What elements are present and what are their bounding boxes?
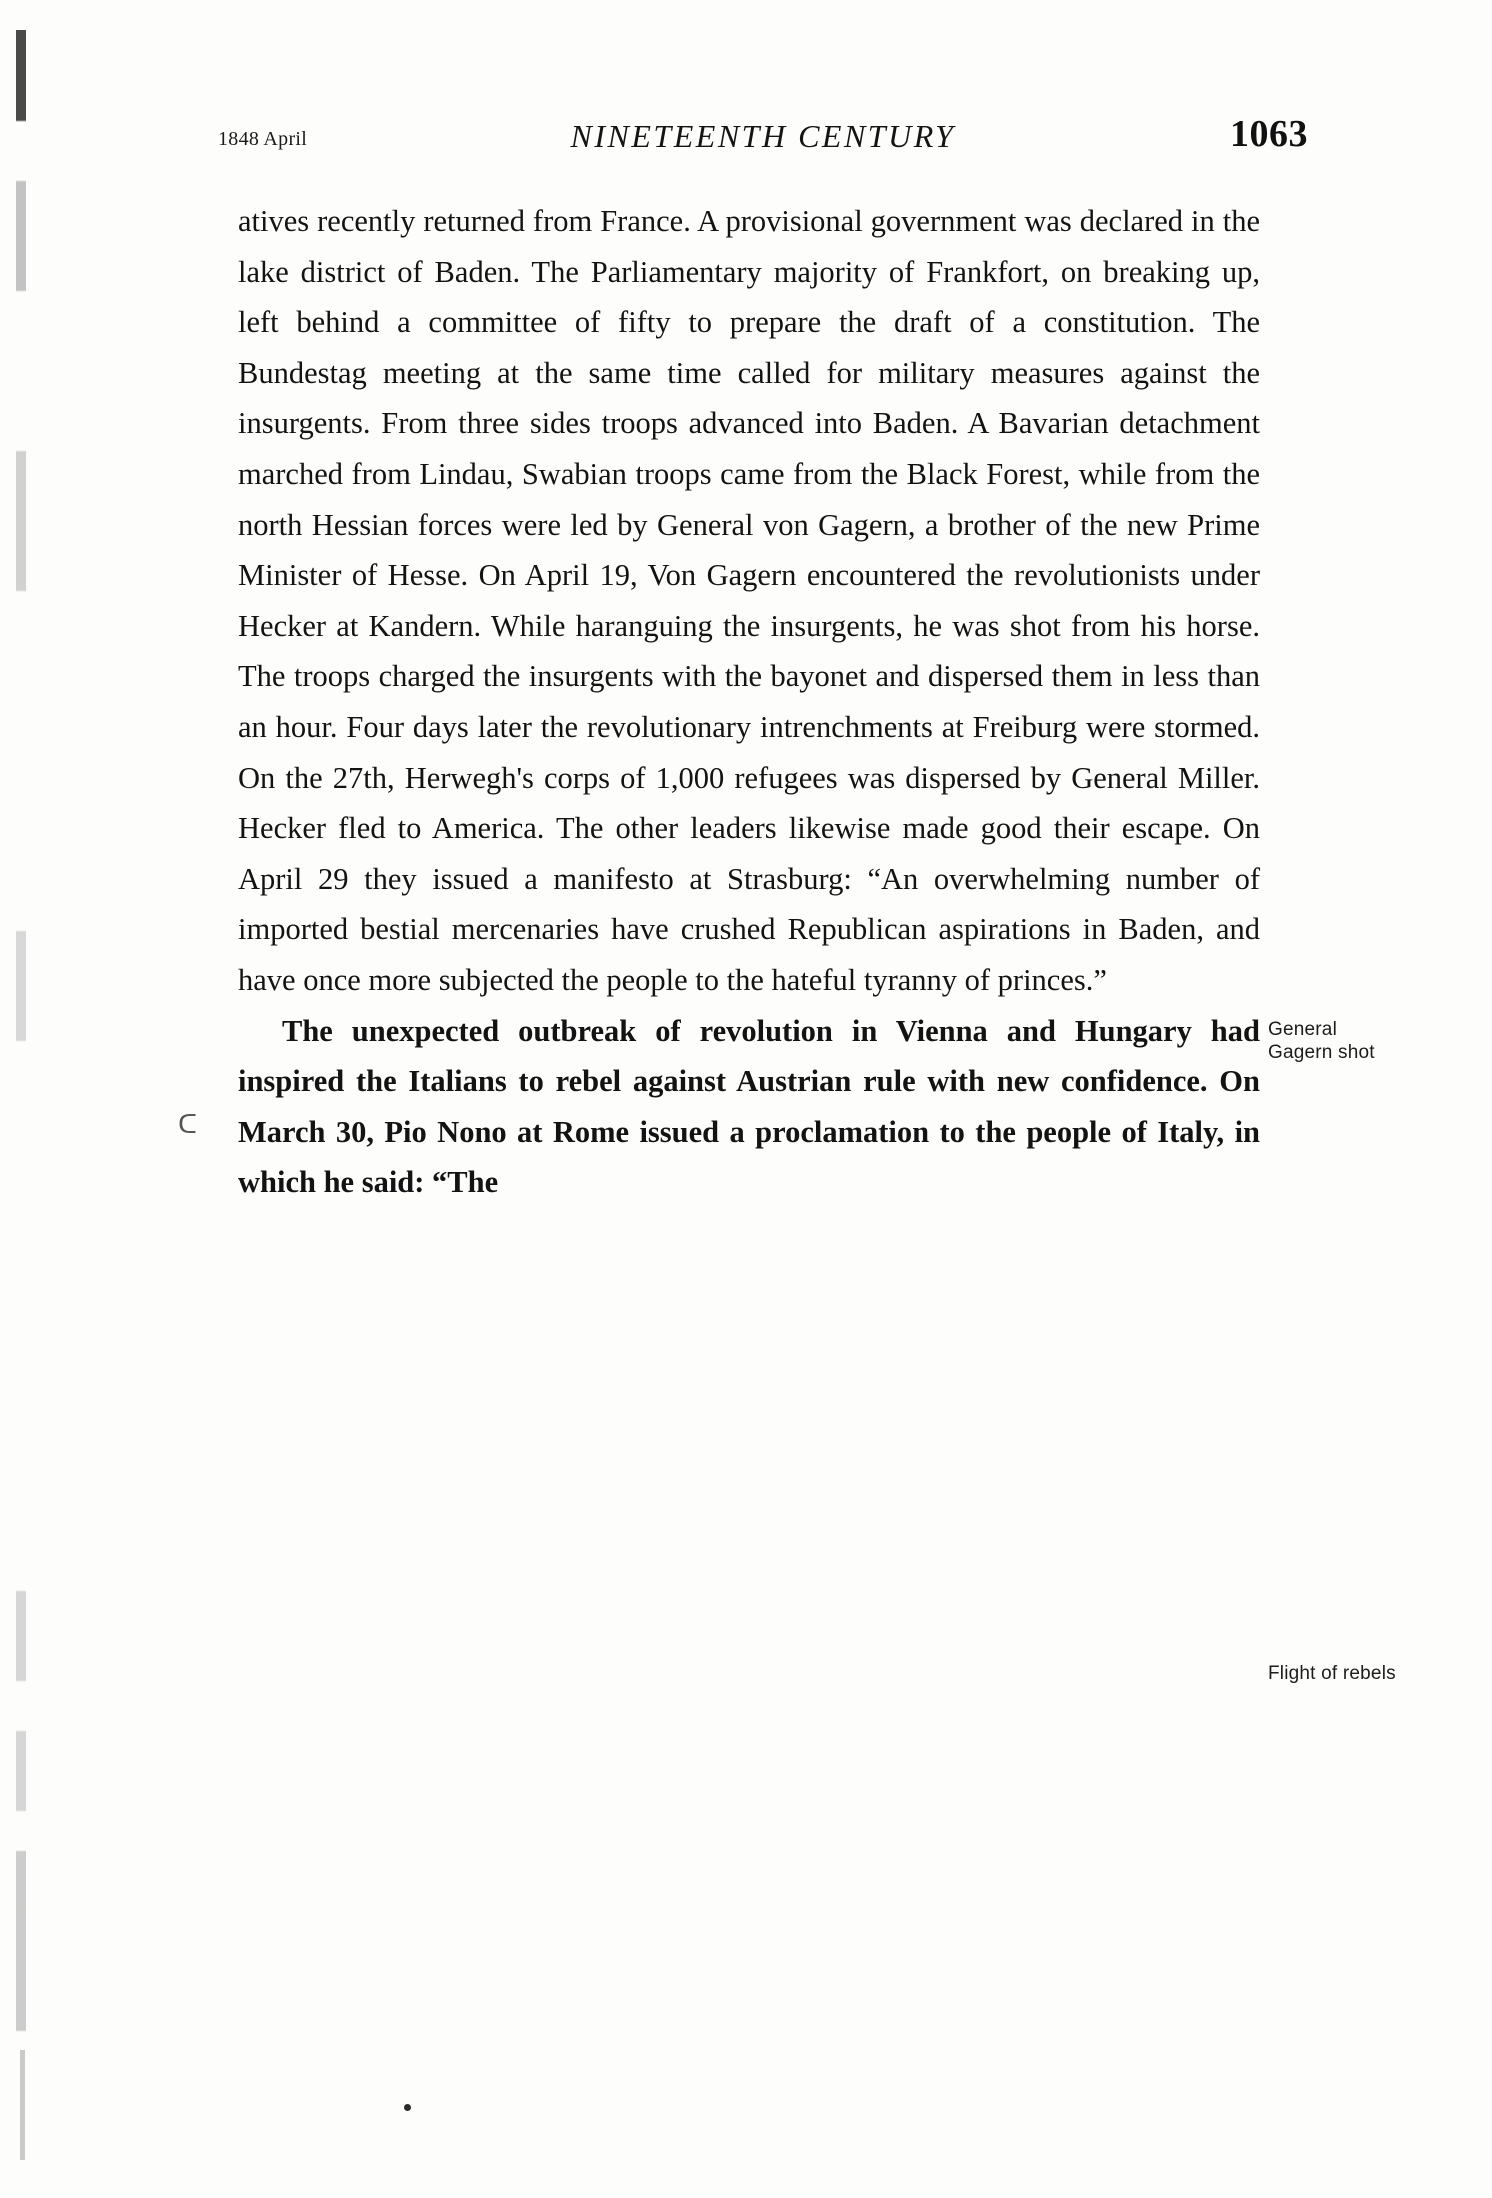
scan-edge-artifact [16, 30, 26, 2170]
folio-date: 1848 April [218, 128, 308, 150]
running-title: NINETEENTH CENTURY [570, 118, 956, 154]
running-head [218, 112, 1308, 162]
body-text [238, 196, 1260, 1208]
margin-note-flight-of-rebels: Flight of rebels [1268, 1663, 1396, 1684]
margin-note-gagern-shot: General Gagern shot [1268, 1019, 1375, 1063]
stray-pencil-mark: ᑕ [178, 1110, 197, 1139]
paragraph-continuation: atives recently returned from France. A provisional government was declared in the lake district of Baden. The Parliamentary majority of Frankfort, on breaking up, left behind a committee of fifty to prepare the draft of a constitution. The Bundestag meeting at the same time called for military measures against the insurgents. From three sides troops advanced into Baden. A Bavarian detachment marched from Lindau, Swabian troops came from the Black Forest, while from the north Hessian forces were led by General von Gagern, a brother of the new Prime Minister of Hesse. On April 19, Von Gagern encountered the revolutionists under Hecker at Kandern. While haranguing the insurgents, he was shot from his horse. The troops charged the insurgents with the bayonet and dispersed them in less than an hour. Four days later the revolutionary intrenchments at Freiburg were stormed. On the 27th, Herwegh's corps of 1,000 refugees was dispersed by General Miller. Hecker fled to America. The other leaders likewise made good their escape. On April 29 they issued a manifesto at Strasburg: “An overwhelming number of imported bestial mercenaries have crushed Republican aspirations in Baden, and have once more subjected the people to the hateful tyranny of princes.” [238, 204, 1260, 997]
paragraph-italy: The unexpected outbreak of revolution in Vienna and Hungary had inspired the Italians to rebel against Austrian rule with new confidence. On March 30, Pio Nono at Rome issued a proclamation to the people of Italy, in which he said: “The [238, 1013, 1260, 1200]
bottom-ink-dot [404, 2104, 411, 2111]
page-number: 1063 [1230, 113, 1308, 155]
scan-edge-artifact-lower [20, 2050, 25, 2160]
